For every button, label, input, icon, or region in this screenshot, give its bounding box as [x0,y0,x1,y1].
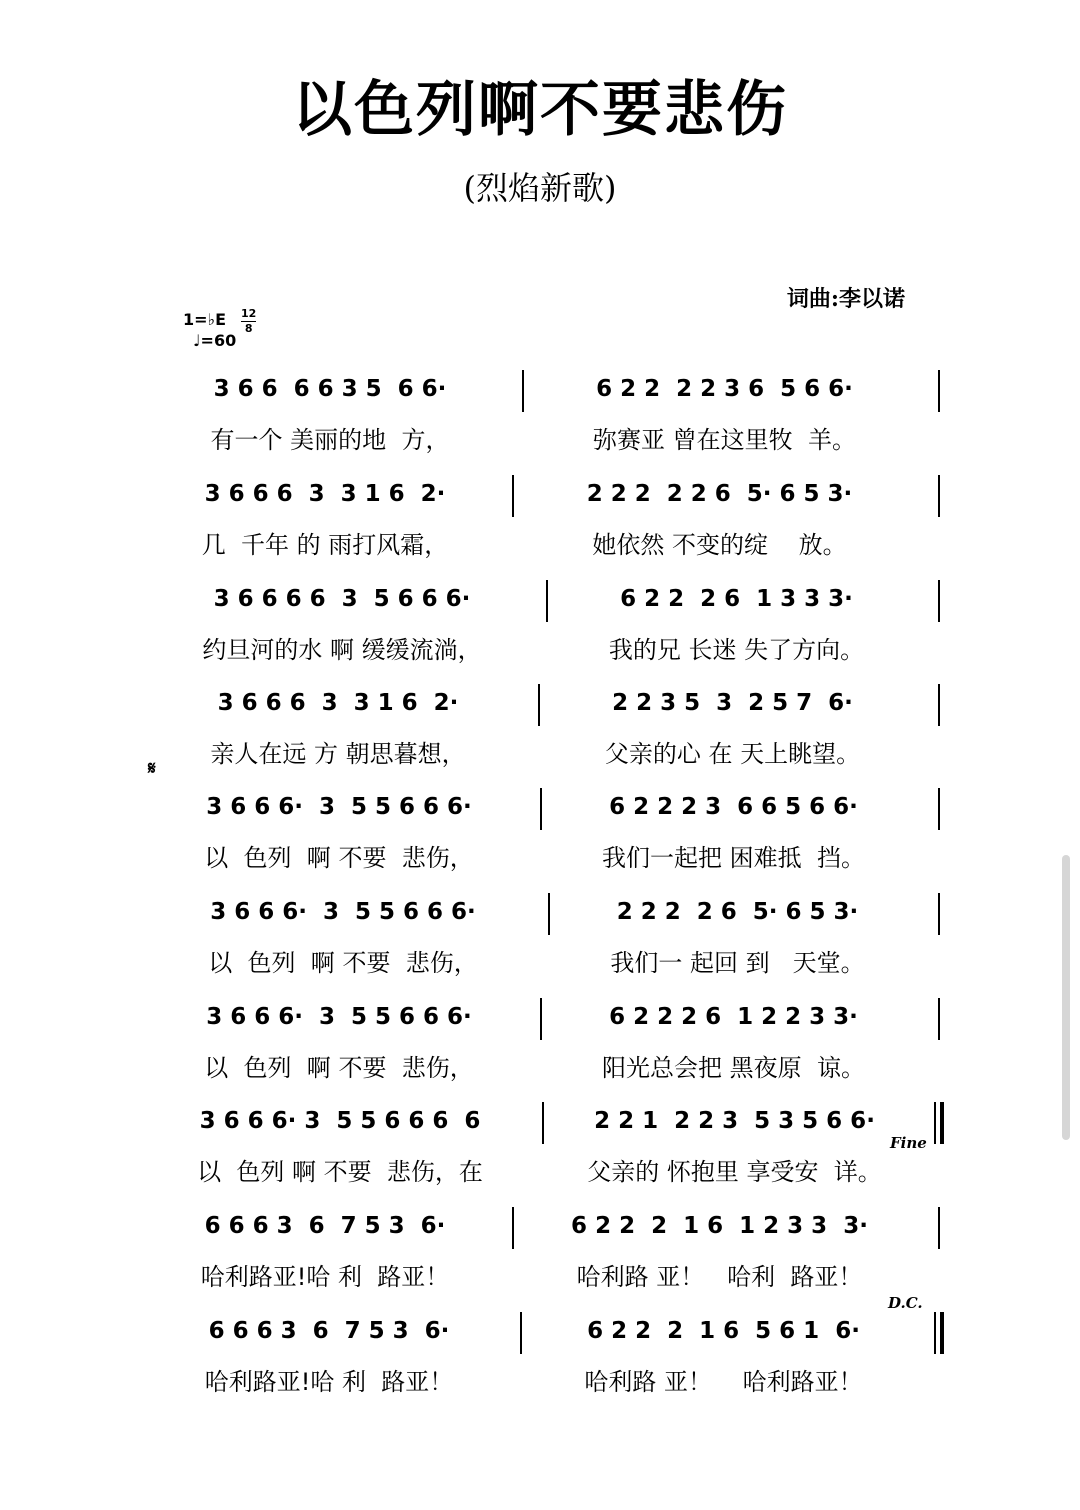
key-signature: 1=♭E [183,310,227,329]
measure-lyrics: 以 色列 啊 不要 悲伤， [204,1054,474,1082]
measure-lyrics: 哈利路 亚！ 哈利路亚！ [584,1368,863,1396]
measure-notes: 3 6 6 6· 3 5 5 6 6 6· [206,794,472,820]
lyrics-row [0,1362,1080,1402]
scrollbar[interactable] [1062,855,1070,1140]
notation-row [0,883,1080,943]
measure-notes: 2 2 2 2 2 6 5· 6 5 3· [586,481,853,507]
measure-notes: 3 6 6 6 3 3 1 6 2· [217,690,459,716]
measure-lyrics: 以 色列 啊 不要 悲伤， [208,949,478,977]
measure-notes: 6 2 2 2 1 6 5 6 1 6· [587,1318,860,1344]
measure-lyrics: 几 千年 的 雨打风霜， [201,531,449,559]
notation-row [0,778,1080,838]
score-line [0,1302,1080,1406]
measure-notes: 6 2 2 2 6 1 2 2 3 3· [609,1004,858,1030]
measure-notes: 6 2 2 2 6 1 3 3 3· [620,586,853,612]
song-title: 以色列啊不要悲伤 [292,75,788,145]
measure-notes: 3 6 6 6 6 3 5 6 6 6· [213,586,471,612]
measure-lyrics: 我们一起把 困难抵 挡。 [602,844,865,872]
measure-notes: 6 2 2 2 2 3 6 5 6 6· [596,376,853,402]
measure-lyrics: 父亲的心 在 天上眺望。 [604,740,861,768]
measure-lyrics: 哈利路 亚！ 哈利 路亚！ [576,1263,863,1291]
fine-mark: Fine [890,1134,927,1152]
measure-lyrics: 阳光总会把 黑夜原 谅。 [602,1054,865,1082]
composer-credit: 词曲:李以诺 [786,286,905,312]
score-line [0,360,1080,464]
measure-notes: 6 6 6 3 6 7 5 3 6· [204,1213,446,1239]
measure-lyrics: 以 色列 啊 不要 悲伤， [204,844,474,872]
lyrics-row [0,1048,1080,1088]
score-line [0,674,1080,778]
song-subtitle: (烈焰新歌) [463,169,617,207]
lyrics-row [0,525,1080,565]
measure-lyrics: 我的兄 长迷 失了方向。 [608,636,865,664]
lyrics-row [0,1257,1080,1297]
measure-notes: 2 2 1 2 2 3 5 3 5 6 6· [594,1108,875,1134]
notation-row [0,1197,1080,1257]
measure-notes: 3 6 6 6· 3 5 5 6 6 6· [210,899,476,925]
notation-row [0,674,1080,734]
measure-notes: 6 6 6 3 6 7 5 3 6· [208,1318,450,1344]
measure-lyrics: 哈利路亚!哈 利 路亚！ [204,1368,454,1396]
time-signature [241,308,256,335]
score-line [0,988,1080,1092]
measure-notes: 3 6 6 6· 3 5 5 6 6 6· [206,1004,472,1030]
lyrics-row [0,420,1080,460]
time-signature-top: 12 [241,307,257,320]
lyrics-row [0,943,1080,983]
lyrics-row [0,1152,1080,1192]
measure-lyrics: 她依然 不变的绽 放。 [592,531,847,559]
lyrics-row [0,630,1080,670]
score-line [0,883,1080,987]
measure-notes: 3 6 6 6 3 3 1 6 2· [204,481,446,507]
measure-notes: 2 2 2 2 6 5· 6 5 3· [616,899,859,925]
measure-lyrics: 我们一 起回 到 天堂。 [610,949,865,977]
measure-lyrics: 弥赛亚 曾在这里牧 羊。 [593,426,856,454]
measure-notes: 3 6 6 6 6 3 5 6 6· [213,376,447,402]
lyrics-row [0,734,1080,774]
measure-lyrics: 以 色列 啊 不要 悲伤，在 [197,1158,483,1186]
score-line [0,1197,1080,1301]
notation-row [0,988,1080,1048]
notation-row [0,465,1080,525]
notation-row [0,360,1080,420]
time-signature-bottom: 8 [244,322,253,335]
score-line [0,570,1080,674]
measure-lyrics: 约旦河的水 啊 缓缓流淌， [202,636,482,664]
measure-notes: 2 2 3 5 3 2 5 7 6· [612,690,853,716]
measure-lyrics: 哈利路亚!哈 利 路亚！ [200,1263,450,1291]
lyrics-row [0,838,1080,878]
measure-notes: 6 2 2 2 3 6 6 5 6 6· [609,794,858,820]
tempo-marking: ♩=60 [193,331,237,350]
measure-notes: 6 2 2 2 1 6 1 2 3 3 3· [571,1213,868,1239]
measure-notes: 3 6 6 6· 3 5 5 6 6 6 6 [199,1108,481,1134]
dc-mark: D.C. [888,1294,923,1312]
measure-lyrics: 父亲的 怀抱里 享受安 详。 [587,1158,882,1186]
score-line [0,778,1080,882]
measure-lyrics: 有一个 美丽的地 方， [210,426,450,454]
notation-row [0,570,1080,630]
segno-icon: 𝄋 [148,758,156,779]
measure-lyrics: 亲人在远 方 朝思暮想， [210,740,466,768]
score-line [0,465,1080,569]
